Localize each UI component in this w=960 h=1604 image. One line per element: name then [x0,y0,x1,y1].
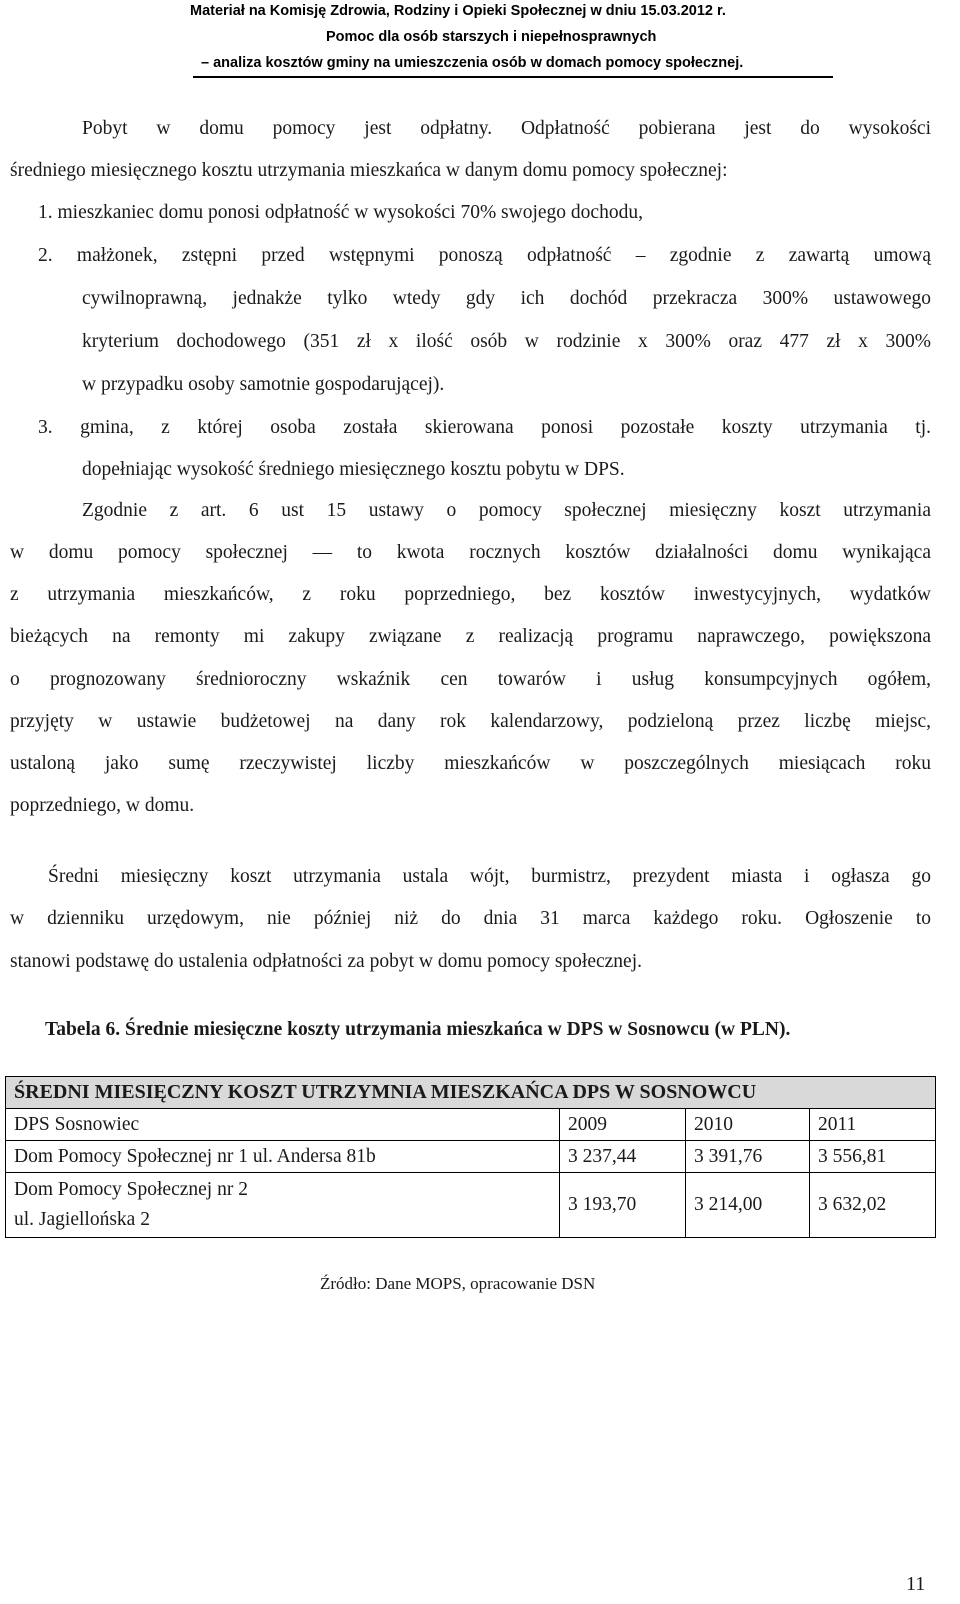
article-line-2: w domu pomocy społecznej — to kwota rocznych kosztów działalności domu wynikająca [10,542,931,563]
article-line-8: poprzedniego, w domu. [10,795,195,816]
average-line-2: w dzienniku urzędowym, nie później niż do dnia 31 marca każdego roku. Ogłoszenie to [10,908,931,929]
intro-line-2: średniego miesięcznego kosztu utrzymania mieszkańca w danym domu pomocy społecznej: [10,160,728,181]
article-line-4: bieżących na remonty mi zakupy związane z realizacją programu naprawczego, powiększona [10,626,931,647]
list-item-1: 1. mieszkaniec domu ponosi odpłatność w wysokości 70% swojego dochodu, [38,202,643,223]
header-cell-2011: 2011 [810,1109,936,1141]
list-item-3-line-1: 3. gmina, z której osoba została skierowana ponosi pozostałe koszty utrzymania tj. [38,417,931,438]
row-value-2009: 3 237,44 [560,1141,686,1173]
header-line-1: Materiał na Komisję Zdrowia, Rodziny i Opieki Społecznej w dniu 15.03.2012 r. [190,3,726,19]
list-item-3-line-2: dopełniając wysokość średniego miesięcznego kosztu pobytu w DPS. [82,459,625,480]
list-item-2-line-2: cywilnoprawną, jednakże tylko wtedy gdy ich dochód przekracza 300% ustawowego [82,288,931,309]
intro-line-1: Pobyt w domu pomocy jest odpłatny. Odpłatność pobierana jest do wysokości [82,118,931,139]
table-title: ŚREDNI MIESIĘCZNY KOSZT UTRZYMNIA MIESZKAŃCA DPS W SOSNOWCU [6,1077,936,1109]
table-row [6,1173,936,1238]
header-line-3: – analiza kosztów gminy na umieszczenia osób w domach pomocy społecznej. [201,55,744,71]
header-rule [193,76,833,78]
header-line-2: Pomoc dla osób starszych i niepełnosprawnych [326,29,657,45]
row-name [6,1173,560,1238]
row-value-2009: 3 193,70 [560,1173,686,1238]
row-value-2011: 3 632,02 [810,1173,936,1238]
header-cell-name: DPS Sosnowiec [6,1109,560,1141]
table-row [6,1141,936,1173]
row-name-line-2: ul. Jagiellońska 2 [14,1209,150,1230]
article-line-5: o prognozowany średnioroczny wskaźnik cen towarów i usług konsumpcyjnych ogółem, [10,669,931,690]
row-name-line-1: Dom Pomocy Społecznej nr 2 [14,1179,248,1200]
header-cell-2009: 2009 [560,1109,686,1141]
header-cell-2010: 2010 [686,1109,810,1141]
row-name: Dom Pomocy Społecznej nr 1 ul. Andersa 81b [6,1141,560,1173]
article-line-1: Zgodnie z art. 6 ust 15 ustawy o pomocy społecznej miesięczny koszt utrzymania [82,500,931,521]
page-number: 11 [906,1573,926,1595]
table-source: Źródło: Dane MOPS, opracowanie DSN [320,1274,596,1293]
row-value-2011: 3 556,81 [810,1141,936,1173]
row-value-2010: 3 391,76 [686,1141,810,1173]
average-line-3: stanowi podstawę do ustalenia odpłatności za pobyt w domu pomocy społecznej. [10,951,642,972]
article-line-3: z utrzymania mieszkańców, z roku poprzedniego, bez kosztów inwestycyjnych, wydatków [10,584,931,605]
list-item-2-line-1: 2. małżonek, zstępni przed wstępnymi ponoszą odpłatność – zgodnie z zawartą umową [38,245,931,266]
list-item-2-line-3: kryterium dochodowego (351 zł x ilość osób w rodzinie x 300% oraz 477 zł x 300% [82,331,931,352]
row-value-2010: 3 214,00 [686,1173,810,1238]
cost-table [5,1076,936,1238]
table-header-row [6,1109,936,1141]
list-item-2-line-4: w przypadku osoby samotnie gospodarującej). [82,374,445,395]
article-line-7: ustaloną jako sumę rzeczywistej liczby mieszkańców w poszczególnych miesiącach roku [10,753,931,774]
table-title-row [6,1077,936,1109]
table-caption: Tabela 6. Średnie miesięczne koszty utrzymania mieszkańca w DPS w Sosnowcu (w PLN). [45,1019,791,1040]
article-line-6: przyjęty w ustawie budżetowej na dany rok kalendarzowy, podzieloną przez liczbę miejsc, [10,711,931,732]
page-header [0,0,960,78]
average-line-1: Średni miesięczny koszt utrzymania ustala wójt, burmistrz, prezydent miasta i ogłasza go [48,866,931,887]
